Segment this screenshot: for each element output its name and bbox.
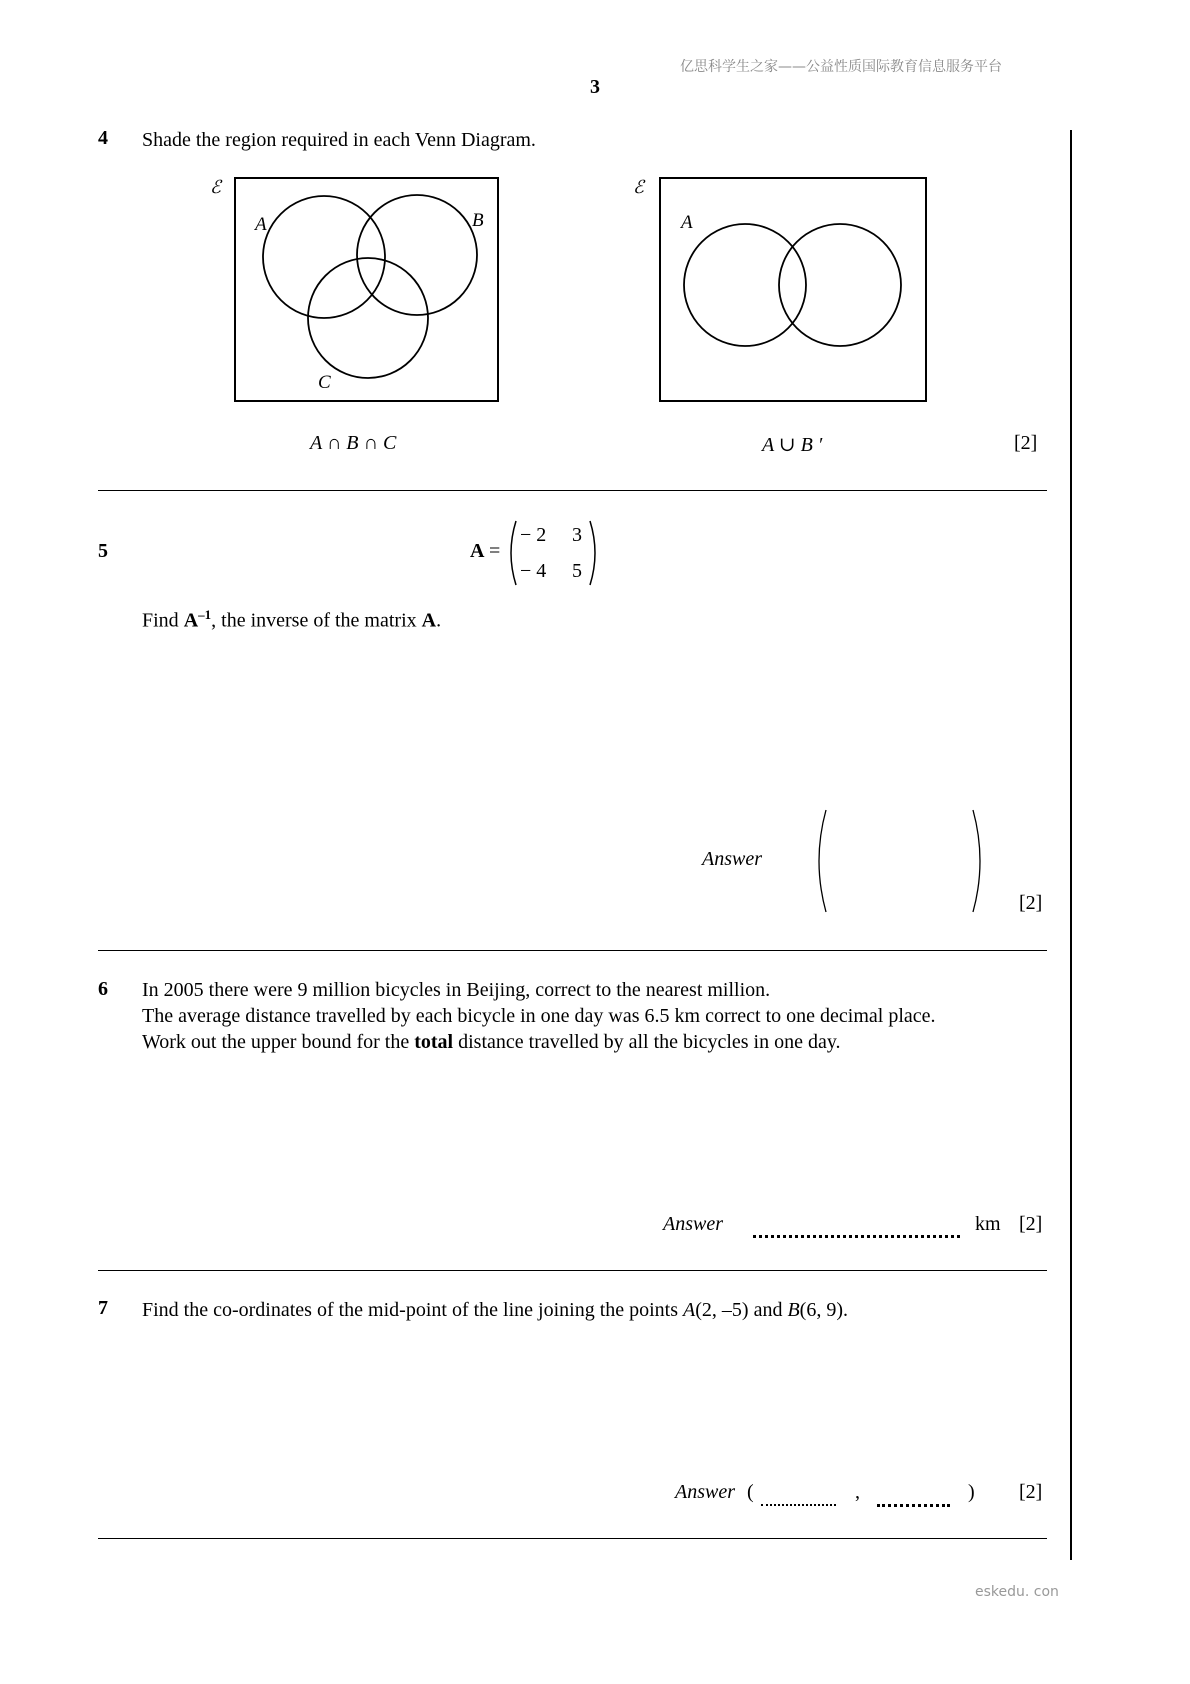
circle-b[interactable] — [357, 195, 477, 315]
venn-diagram-ab[interactable] — [625, 170, 945, 410]
q7-answer-y-field[interactable] — [877, 1490, 950, 1507]
matrix-cell: 3 — [572, 524, 582, 546]
set-b-label: B — [472, 210, 484, 231]
q7-text — [142, 1297, 848, 1323]
watermark-top: 亿思科学生之家——公益性质国际教育信息服务平台 — [680, 59, 1002, 75]
q7-marks: [2] — [1019, 1481, 1043, 1503]
q6-answer-field[interactable] — [753, 1221, 960, 1238]
q5-marks: [2] — [1019, 892, 1043, 914]
q6-line3-bold: total — [414, 1031, 454, 1053]
q5-text-period: . — [436, 609, 442, 632]
venn-diagram-abc[interactable] — [200, 170, 520, 410]
q6-line3-prefix: Work out the upper bound for the — [142, 1031, 415, 1053]
q5-answer-label: Answer — [702, 848, 762, 870]
q6-line2: The average distance travelled by each bicycle in one day was 6.5 km correct to one decimal place. — [142, 1005, 936, 1027]
q6-line3-suffix: distance travelled by all the bicycles in one day. — [453, 1031, 841, 1053]
venn1-caption: A ∩ B ∩ C — [310, 432, 397, 454]
matrix-equals: = — [489, 540, 501, 562]
divider-q5 — [98, 950, 1047, 951]
q6-unit: km — [975, 1213, 1001, 1235]
matrix-cell: − 4 — [520, 560, 547, 582]
q5-text-prefix: Find — [142, 609, 184, 632]
q7-point-b: B — [787, 1299, 800, 1321]
q6-line1: In 2005 there were 9 million bicycles in Beijing, correct to the nearest million. — [142, 979, 771, 1001]
q5-text — [142, 602, 441, 634]
answer-right-bracket — [973, 810, 980, 912]
set-a-label: A — [681, 212, 693, 233]
q7-open-paren: ( — [747, 1481, 754, 1503]
page-number: 3 — [590, 76, 600, 98]
watermark-bottom: eskedu. con — [975, 1584, 1059, 1600]
answer-left-bracket — [819, 810, 826, 912]
universal-set-symbol: ℰ — [633, 177, 644, 197]
q5-text-suffix: , the inverse of the matrix — [211, 609, 422, 632]
q5-number: 5 — [98, 540, 108, 562]
matrix-cell: 5 — [572, 560, 582, 582]
universal-set-symbol: ℰ — [210, 177, 221, 197]
universal-set-rect — [660, 178, 926, 401]
divider-q6 — [98, 1270, 1047, 1271]
q7-point-a-coords: (2, –5) and — [695, 1299, 788, 1321]
matrix-cell: − 2 — [520, 524, 547, 546]
q4-marks: [2] — [1014, 432, 1038, 454]
q7-text-prefix: Find the co-ordinates of the mid-point of the line joining the points — [142, 1299, 684, 1321]
q7-number: 7 — [98, 1297, 108, 1319]
q7-point-b-coords: (6, 9). — [799, 1299, 848, 1321]
q6-line3 — [142, 1029, 1042, 1055]
right-margin-line — [1070, 130, 1072, 1560]
q7-comma: , — [855, 1481, 860, 1503]
set-a-label: A — [255, 214, 267, 235]
q5-answer-matrix[interactable] — [812, 808, 987, 914]
circle-a[interactable] — [263, 196, 385, 318]
venn2-caption: A ∪ B ′ — [762, 434, 823, 456]
divider-q7 — [98, 1538, 1047, 1539]
q5-text-exponent: –1 — [198, 607, 212, 622]
q7-close-paren: ) — [968, 1481, 975, 1503]
q6-text — [142, 977, 1042, 1055]
q5-text-matrix-end: A — [421, 609, 437, 632]
q6-answer-label: Answer — [663, 1213, 723, 1235]
matrix-a — [508, 518, 598, 588]
q4-number: 4 — [98, 127, 108, 149]
circle-a[interactable] — [684, 224, 806, 346]
circle-b[interactable] — [779, 224, 901, 346]
matrix-right-bracket — [590, 521, 595, 585]
matrix-label: A — [470, 540, 485, 562]
q7-answer-label: Answer — [675, 1481, 735, 1503]
q6-marks: [2] — [1019, 1213, 1043, 1235]
q7-answer-x-field[interactable] — [761, 1490, 836, 1506]
q7-point-a: A — [683, 1299, 696, 1321]
matrix-left-bracket — [511, 521, 516, 585]
q6-number: 6 — [98, 978, 108, 1000]
divider-q4 — [98, 490, 1047, 491]
q5-text-matrix: A — [183, 609, 199, 632]
q4-text: Shade the region required in each Venn Diagram. — [142, 129, 536, 151]
set-c-label: C — [318, 372, 331, 393]
